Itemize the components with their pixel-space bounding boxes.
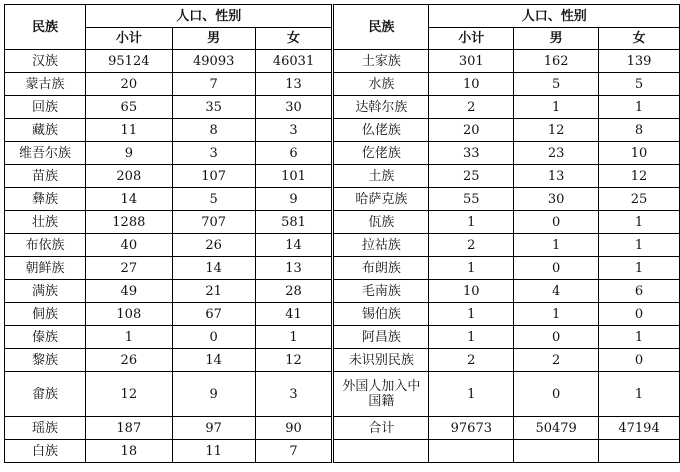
left-total-cell: 9 [85, 142, 172, 165]
header-population-gender-left: 人口、性别 [85, 5, 333, 28]
header-female-right: 女 [599, 28, 680, 50]
left-ethnicity-cell: 汉族 [5, 50, 86, 73]
left-total-cell: 14 [85, 188, 172, 211]
right-female-cell: 0 [599, 349, 680, 372]
header-ethnicity-left: 民族 [5, 5, 86, 50]
right-total-cell [429, 440, 514, 463]
right-ethnicity-cell: 阿昌族 [333, 326, 429, 349]
right-total-cell: 1 [429, 372, 514, 417]
left-female-cell: 581 [255, 211, 333, 234]
header-ethnicity-right: 民族 [333, 5, 429, 50]
table-row [5, 96, 680, 119]
left-female-cell: 7 [255, 440, 333, 463]
right-female-cell: 1 [599, 326, 680, 349]
left-total-cell: 26 [85, 349, 172, 372]
header-male-left: 男 [172, 28, 255, 50]
right-total-cell: 10 [429, 280, 514, 303]
right-ethnicity-cell: 合计 [333, 417, 429, 440]
left-male-cell: 97 [172, 417, 255, 440]
left-male-cell: 3 [172, 142, 255, 165]
table-row [5, 372, 680, 417]
right-female-cell: 139 [599, 50, 680, 73]
left-female-cell: 28 [255, 280, 333, 303]
right-ethnicity-cell [333, 440, 429, 463]
right-ethnicity-cell: 佤族 [333, 211, 429, 234]
right-total-cell: 55 [429, 188, 514, 211]
right-female-cell: 47194 [599, 417, 680, 440]
left-female-cell: 46031 [255, 50, 333, 73]
left-total-cell: 1288 [85, 211, 172, 234]
right-ethnicity-cell: 布朗族 [333, 257, 429, 280]
left-ethnicity-cell: 布依族 [5, 234, 86, 257]
left-ethnicity-cell: 壮族 [5, 211, 86, 234]
right-male-cell [514, 440, 599, 463]
right-male-cell: 1 [514, 96, 599, 119]
left-ethnicity-cell: 朝鲜族 [5, 257, 86, 280]
right-female-cell: 0 [599, 303, 680, 326]
right-female-cell: 6 [599, 280, 680, 303]
table-row [5, 440, 680, 463]
left-male-cell: 11 [172, 440, 255, 463]
left-ethnicity-cell: 瑶族 [5, 417, 86, 440]
table-row [5, 142, 680, 165]
right-total-cell: 2 [429, 234, 514, 257]
left-ethnicity-cell: 畲族 [5, 372, 86, 417]
left-ethnicity-cell: 蒙古族 [5, 73, 86, 96]
right-female-cell: 1 [599, 96, 680, 119]
header-row-1 [5, 5, 680, 28]
right-male-cell: 13 [514, 165, 599, 188]
ethnic-population-table [4, 4, 680, 463]
left-female-cell: 3 [255, 372, 333, 417]
left-ethnicity-cell: 侗族 [5, 303, 86, 326]
left-total-cell: 12 [85, 372, 172, 417]
left-male-cell: 707 [172, 211, 255, 234]
right-male-cell: 1 [514, 234, 599, 257]
left-ethnicity-cell: 白族 [5, 440, 86, 463]
right-male-cell: 50479 [514, 417, 599, 440]
left-male-cell: 35 [172, 96, 255, 119]
right-ethnicity-cell: 仫佬族 [333, 119, 429, 142]
header-population-gender-right: 人口、性别 [429, 5, 680, 28]
right-male-cell: 0 [514, 372, 599, 417]
right-male-cell: 162 [514, 50, 599, 73]
left-total-cell: 65 [85, 96, 172, 119]
left-male-cell: 5 [172, 188, 255, 211]
left-ethnicity-cell: 傣族 [5, 326, 86, 349]
right-ethnicity-cell: 达斡尔族 [333, 96, 429, 119]
right-male-cell: 4 [514, 280, 599, 303]
left-male-cell: 9 [172, 372, 255, 417]
left-male-cell: 14 [172, 349, 255, 372]
left-male-cell: 8 [172, 119, 255, 142]
right-female-cell: 1 [599, 211, 680, 234]
right-ethnicity-cell: 未识别民族 [333, 349, 429, 372]
table-row [5, 257, 680, 280]
left-total-cell: 11 [85, 119, 172, 142]
right-total-cell: 20 [429, 119, 514, 142]
right-ethnicity-cell: 外国人加入中国籍 [333, 372, 429, 417]
left-ethnicity-cell: 藏族 [5, 119, 86, 142]
table-row [5, 50, 680, 73]
right-ethnicity-cell: 土族 [333, 165, 429, 188]
right-female-cell: 5 [599, 73, 680, 96]
right-female-cell: 25 [599, 188, 680, 211]
left-ethnicity-cell: 彝族 [5, 188, 86, 211]
left-total-cell: 208 [85, 165, 172, 188]
table-row [5, 119, 680, 142]
left-ethnicity-cell: 回族 [5, 96, 86, 119]
left-total-cell: 27 [85, 257, 172, 280]
right-ethnicity-cell: 土家族 [333, 50, 429, 73]
table-row [5, 349, 680, 372]
left-female-cell: 12 [255, 349, 333, 372]
table-row [5, 326, 680, 349]
table-row [5, 73, 680, 96]
right-male-cell: 12 [514, 119, 599, 142]
table-row [5, 211, 680, 234]
right-female-cell: 1 [599, 372, 680, 417]
right-male-cell: 0 [514, 326, 599, 349]
right-female-cell: 8 [599, 119, 680, 142]
header-male-right: 男 [514, 28, 599, 50]
left-female-cell: 13 [255, 257, 333, 280]
right-ethnicity-cell: 拉祜族 [333, 234, 429, 257]
right-female-cell: 1 [599, 257, 680, 280]
left-female-cell: 30 [255, 96, 333, 119]
right-total-cell: 1 [429, 211, 514, 234]
right-female-cell: 10 [599, 142, 680, 165]
left-female-cell: 9 [255, 188, 333, 211]
left-total-cell: 40 [85, 234, 172, 257]
right-total-cell: 25 [429, 165, 514, 188]
left-total-cell: 1 [85, 326, 172, 349]
left-female-cell: 14 [255, 234, 333, 257]
right-total-cell: 1 [429, 257, 514, 280]
table-row [5, 234, 680, 257]
right-ethnicity-cell: 水族 [333, 73, 429, 96]
left-total-cell: 187 [85, 417, 172, 440]
left-female-cell: 3 [255, 119, 333, 142]
table-row [5, 303, 680, 326]
right-total-cell: 2 [429, 349, 514, 372]
left-female-cell: 41 [255, 303, 333, 326]
right-female-cell: 12 [599, 165, 680, 188]
left-male-cell: 7 [172, 73, 255, 96]
table-row [5, 165, 680, 188]
right-ethnicity-cell: 哈萨克族 [333, 188, 429, 211]
left-ethnicity-cell: 满族 [5, 280, 86, 303]
right-total-cell: 10 [429, 73, 514, 96]
left-total-cell: 49 [85, 280, 172, 303]
left-ethnicity-cell: 黎族 [5, 349, 86, 372]
right-male-cell: 1 [514, 303, 599, 326]
left-female-cell: 1 [255, 326, 333, 349]
left-total-cell: 20 [85, 73, 172, 96]
left-male-cell: 67 [172, 303, 255, 326]
right-male-cell: 2 [514, 349, 599, 372]
right-total-cell: 1 [429, 326, 514, 349]
header-female-left: 女 [255, 28, 333, 50]
header-subtotal-left: 小计 [85, 28, 172, 50]
right-female-cell: 1 [599, 234, 680, 257]
right-male-cell: 23 [514, 142, 599, 165]
table-row [5, 417, 680, 440]
left-female-cell: 101 [255, 165, 333, 188]
left-total-cell: 108 [85, 303, 172, 326]
table-row [5, 188, 680, 211]
left-male-cell: 21 [172, 280, 255, 303]
left-total-cell: 18 [85, 440, 172, 463]
right-male-cell: 0 [514, 257, 599, 280]
right-total-cell: 97673 [429, 417, 514, 440]
header-subtotal-right: 小计 [429, 28, 514, 50]
left-male-cell: 49093 [172, 50, 255, 73]
left-male-cell: 26 [172, 234, 255, 257]
left-male-cell: 0 [172, 326, 255, 349]
left-male-cell: 107 [172, 165, 255, 188]
right-male-cell: 30 [514, 188, 599, 211]
left-total-cell: 95124 [85, 50, 172, 73]
right-ethnicity-cell: 毛南族 [333, 280, 429, 303]
left-female-cell: 13 [255, 73, 333, 96]
right-female-cell [599, 440, 680, 463]
right-male-cell: 5 [514, 73, 599, 96]
table-row [5, 280, 680, 303]
right-ethnicity-cell: 锡伯族 [333, 303, 429, 326]
right-total-cell: 1 [429, 303, 514, 326]
right-ethnicity-cell: 仡佬族 [333, 142, 429, 165]
right-total-cell: 2 [429, 96, 514, 119]
right-male-cell: 0 [514, 211, 599, 234]
left-male-cell: 14 [172, 257, 255, 280]
right-total-cell: 33 [429, 142, 514, 165]
right-total-cell: 301 [429, 50, 514, 73]
left-female-cell: 90 [255, 417, 333, 440]
left-ethnicity-cell: 维吾尔族 [5, 142, 86, 165]
left-ethnicity-cell: 苗族 [5, 165, 86, 188]
left-female-cell: 6 [255, 142, 333, 165]
